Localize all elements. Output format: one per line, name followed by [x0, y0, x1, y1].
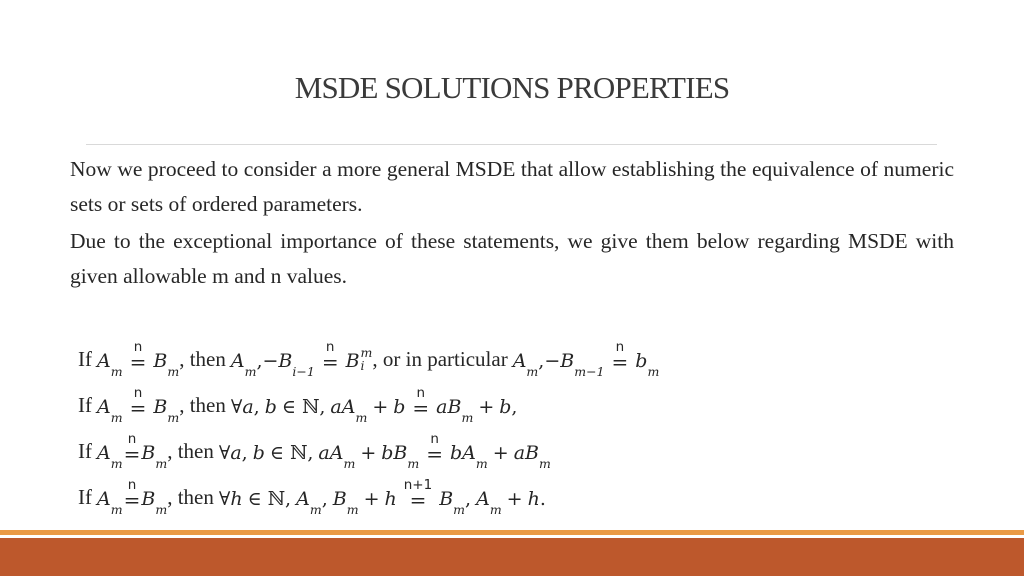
footer-band	[0, 538, 1024, 576]
eq-sign: =	[611, 350, 629, 374]
sub-i: i	[360, 357, 365, 373]
var-A: A	[97, 396, 111, 418]
formula-row-4: If A m n = B m , then ∀ h ∈ ℕ , A m , B m + h n+1 = B m , A m + h .	[78, 476, 546, 517]
if-label: If	[78, 347, 92, 371]
comma: ,	[241, 442, 248, 464]
formula-row-3: If A m n = B m , then ∀ a , b ∈ ℕ , a A m + b B m n = b A m + a B m	[78, 430, 551, 471]
footer-accent-stripe	[0, 530, 1024, 535]
var-B: B	[439, 488, 454, 510]
plus-sign: +	[363, 488, 380, 510]
var-b: b	[635, 350, 648, 372]
paragraph-2: Due to the exceptional importance of these statements, we give them below regarding MSDE with given allowable m and n values.	[70, 229, 954, 288]
var-B: B	[153, 350, 168, 372]
plus-sign: +	[492, 442, 509, 464]
comma: ,	[256, 350, 263, 372]
var-B: B	[560, 350, 575, 372]
plus-sign: +	[360, 442, 377, 464]
comma: ,	[511, 396, 518, 418]
var-B: B	[141, 442, 156, 464]
rel-n-eq	[321, 338, 339, 374]
paragraph-1: Now we proceed to consider a more general MSDE that allow establishing the equivalence of numeric sets or sets of ordered parameters.	[70, 157, 954, 216]
minus-sign: −	[262, 350, 279, 372]
var-B: B	[525, 442, 539, 464]
var-A: A	[512, 350, 527, 372]
forall-symbol: ∀	[218, 442, 231, 464]
plus-sign: +	[372, 396, 389, 418]
var-h: h	[230, 488, 243, 510]
var-a: a	[330, 396, 342, 418]
rel-n-eq	[426, 430, 443, 466]
eq-sign: =	[123, 442, 141, 466]
or-particular-label: , or in particular	[372, 347, 508, 371]
then-label: , then	[167, 439, 214, 463]
rel-n-label: n	[133, 338, 143, 355]
var-b: b	[264, 396, 277, 418]
var-a: a	[318, 442, 330, 464]
in-naturals: ∈ ℕ	[281, 396, 320, 418]
comma: ,	[465, 488, 472, 510]
rel-n-label: n	[325, 338, 335, 355]
rel-n-eq	[123, 476, 141, 512]
comma: ,	[285, 488, 292, 510]
var-b: b	[450, 442, 463, 464]
var-A: A	[341, 396, 356, 418]
rel-n-eq	[123, 430, 141, 466]
eq-sign: =	[409, 488, 427, 512]
title-divider	[86, 144, 937, 145]
eq-sign: =	[426, 442, 443, 466]
forall-symbol: ∀	[230, 396, 243, 418]
rel-n-label: n	[615, 338, 625, 355]
rel-n-eq	[129, 338, 147, 374]
rel-n-label: n	[133, 384, 143, 401]
var-B: B	[332, 488, 347, 510]
eq-sign: =	[129, 350, 147, 374]
comma: ,	[538, 350, 545, 372]
formula-row-1: If A m n = B m , then A m , − B i−1 n = B m i , or in particular A m , − B m−1 n = b m	[78, 338, 660, 379]
rel-n1-label: n+1	[403, 476, 433, 493]
var-a: a	[242, 396, 254, 418]
formula-list	[78, 326, 978, 517]
var-a: a	[436, 396, 448, 418]
var-A: A	[462, 442, 476, 464]
var-a: a	[230, 442, 242, 464]
eq-sign: =	[412, 396, 430, 420]
formula-row-2: If A m n = B m , then ∀ a , b ∈ ℕ , a A m + b n = a B m + b ,	[78, 384, 518, 425]
forall-symbol: ∀	[218, 488, 231, 510]
var-A: A	[97, 488, 111, 510]
body-text	[70, 152, 954, 296]
var-A: A	[97, 442, 111, 464]
var-B: B	[153, 396, 168, 418]
plus-sign: +	[478, 396, 495, 418]
rel-n-eq	[129, 384, 147, 420]
var-b: b	[393, 396, 406, 418]
plus-sign: +	[506, 488, 523, 510]
exp-m: m	[360, 345, 373, 360]
minus-sign: −	[544, 350, 561, 372]
var-b: b	[252, 442, 265, 464]
var-A: A	[296, 488, 310, 510]
rel-n-eq	[611, 338, 629, 374]
var-B: B	[393, 442, 408, 464]
in-naturals: ∈ ℕ	[269, 442, 308, 464]
var-B: B	[278, 350, 293, 372]
var-B: B	[141, 488, 156, 510]
slide-title: MSDE SOLUTIONS PROPERTIES	[294, 70, 730, 105]
comma: ,	[321, 488, 328, 510]
var-h: h	[527, 488, 540, 510]
comma: ,	[307, 442, 314, 464]
rel-n-label: n	[127, 430, 137, 447]
eq-sign: =	[123, 488, 141, 512]
var-A: A	[476, 488, 490, 510]
var-A: A	[230, 350, 245, 372]
var-a: a	[513, 442, 526, 464]
rel-n-label: n	[127, 476, 137, 493]
rel-n1-eq	[403, 476, 433, 512]
eq-sign: =	[321, 350, 339, 374]
then-label: , then	[179, 393, 226, 417]
var-A: A	[97, 350, 111, 372]
var-B: B	[447, 396, 462, 418]
if-label: If	[78, 439, 92, 463]
var-h: h	[384, 488, 397, 510]
eq-sign: =	[129, 396, 147, 420]
sup-sub-stack	[361, 347, 373, 372]
rel-n-eq	[412, 384, 430, 420]
rel-n-label: n	[430, 430, 439, 447]
rel-n-label: n	[416, 384, 426, 401]
comma: ,	[253, 396, 260, 418]
if-label: If	[78, 393, 92, 417]
comma: ,	[319, 396, 326, 418]
in-naturals: ∈ ℕ	[247, 488, 286, 510]
if-label: If	[78, 485, 92, 509]
period: .	[539, 488, 546, 510]
then-label: , then	[167, 485, 214, 509]
var-B: B	[345, 350, 360, 372]
var-A: A	[329, 442, 344, 464]
var-b: b	[499, 396, 512, 418]
var-b: b	[381, 442, 394, 464]
then-label: , then	[179, 347, 226, 371]
